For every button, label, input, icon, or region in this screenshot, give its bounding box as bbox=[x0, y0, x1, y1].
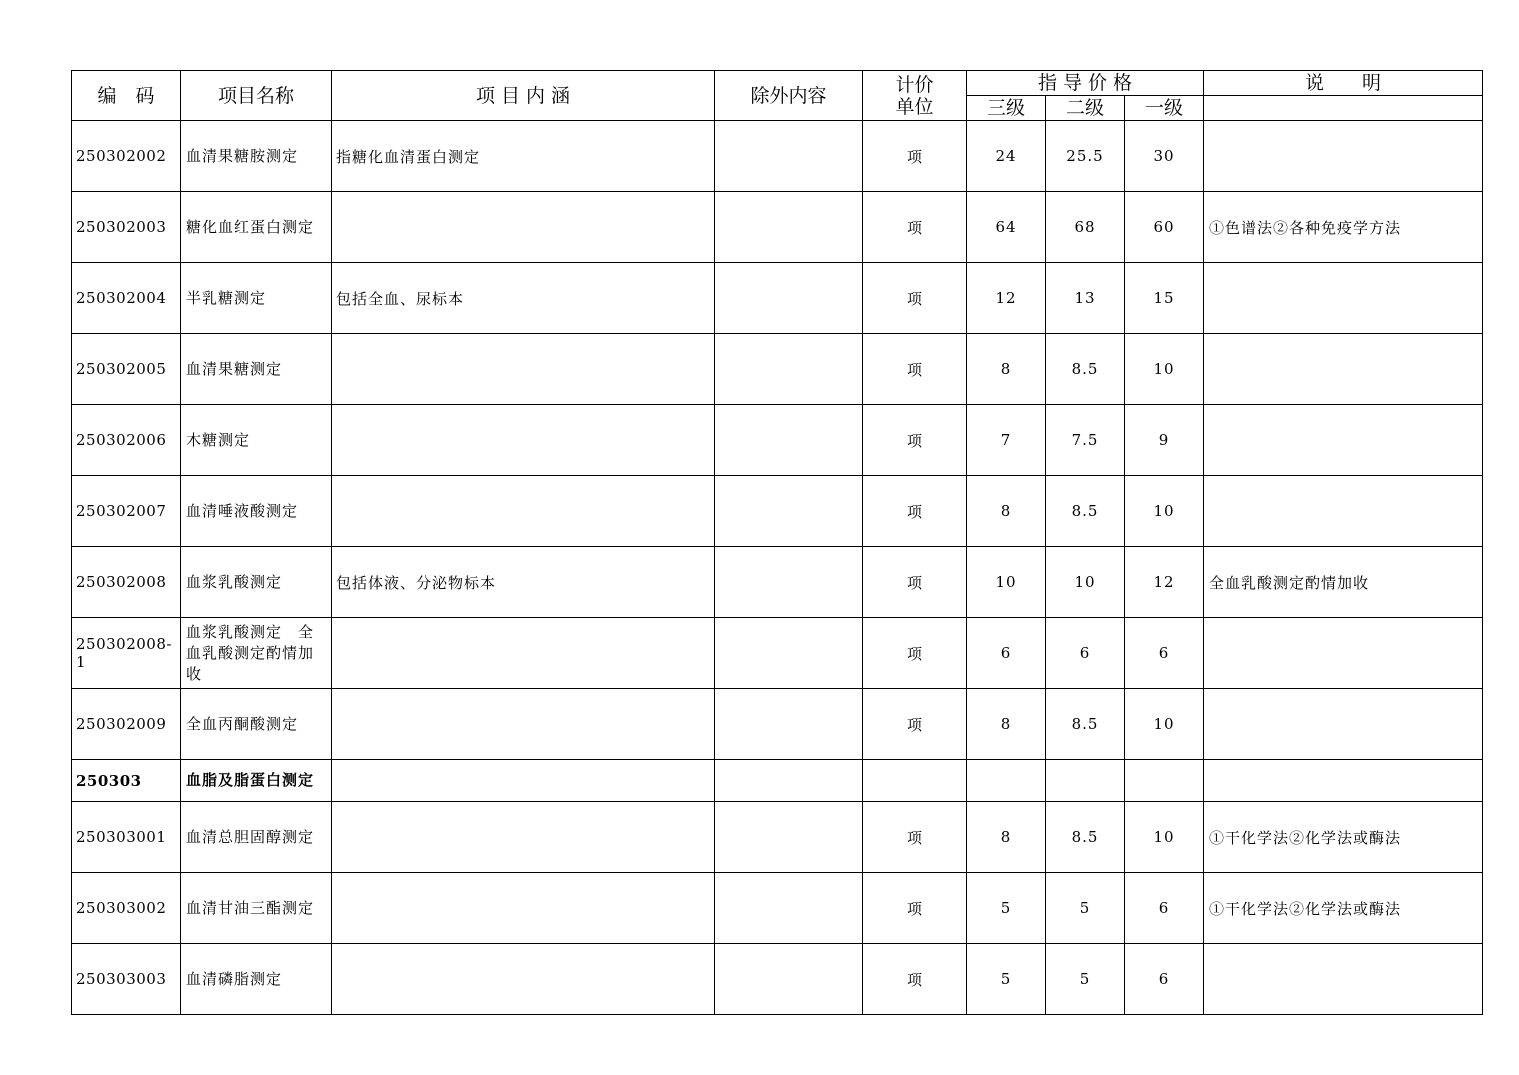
cell-unit: 项 bbox=[863, 944, 967, 1015]
cell-excluded bbox=[715, 263, 863, 334]
cell-code: 250302004 bbox=[72, 263, 181, 334]
cell-content bbox=[332, 334, 715, 405]
header-code: 编 码 bbox=[72, 71, 181, 121]
cell-price-level2: 68 bbox=[1046, 192, 1125, 263]
cell-code: 250303003 bbox=[72, 944, 181, 1015]
cell-excluded bbox=[715, 873, 863, 944]
cell-content: 包括全血、尿标本 bbox=[332, 263, 715, 334]
cell-content bbox=[332, 689, 715, 760]
cell-price-level3: 64 bbox=[967, 192, 1046, 263]
cell-name: 糖化血红蛋白测定 bbox=[181, 192, 332, 263]
cell-price-level3: 24 bbox=[967, 121, 1046, 192]
cell-price-level1: 10 bbox=[1125, 689, 1204, 760]
cell-unit: 项 bbox=[863, 802, 967, 873]
cell-note bbox=[1204, 405, 1483, 476]
cell-excluded bbox=[715, 689, 863, 760]
cell-content bbox=[332, 192, 715, 263]
cell-note bbox=[1204, 121, 1483, 192]
cell-note bbox=[1204, 263, 1483, 334]
cell-name: 血清唾液酸测定 bbox=[181, 476, 332, 547]
cell-price-level2: 8.5 bbox=[1046, 476, 1125, 547]
cell-unit: 项 bbox=[863, 121, 967, 192]
cell-code: 250302002 bbox=[72, 121, 181, 192]
price-table bbox=[71, 70, 1483, 1015]
table-row bbox=[72, 547, 1483, 618]
table-row bbox=[72, 618, 1483, 689]
cell-note: ①干化学法②化学法或酶法 bbox=[1204, 802, 1483, 873]
cell-code: 250302009 bbox=[72, 689, 181, 760]
cell-price-level2: 13 bbox=[1046, 263, 1125, 334]
cell-code: 250302008-1 bbox=[72, 618, 181, 689]
cell-price-level2: 5 bbox=[1046, 873, 1125, 944]
cell-unit: 项 bbox=[863, 547, 967, 618]
cell-content: 指糖化血清蛋白测定 bbox=[332, 121, 715, 192]
table-row bbox=[72, 802, 1483, 873]
cell-name: 血清甘油三酯测定 bbox=[181, 873, 332, 944]
table-row bbox=[72, 405, 1483, 476]
cell-name: 血浆乳酸测定 全血乳酸测定酌情加收 bbox=[181, 618, 332, 689]
cell-code: 250302005 bbox=[72, 334, 181, 405]
cell-name: 全血丙酮酸测定 bbox=[181, 689, 332, 760]
cell-excluded bbox=[715, 334, 863, 405]
cell-name: 木糖测定 bbox=[181, 405, 332, 476]
cell-name: 血清果糖测定 bbox=[181, 334, 332, 405]
table-row bbox=[72, 944, 1483, 1015]
table-row bbox=[72, 873, 1483, 944]
cell-unit: 项 bbox=[863, 263, 967, 334]
cell-price-level1: 60 bbox=[1125, 192, 1204, 263]
cell-note: 全血乳酸测定酌情加收 bbox=[1204, 547, 1483, 618]
cell-price-level3: 5 bbox=[967, 873, 1046, 944]
header-level1: 一级 bbox=[1125, 96, 1204, 121]
cell-price-level3 bbox=[967, 760, 1046, 802]
cell-excluded bbox=[715, 192, 863, 263]
cell-price-level2: 25.5 bbox=[1046, 121, 1125, 192]
cell-price-level2: 8.5 bbox=[1046, 689, 1125, 760]
table-row bbox=[72, 334, 1483, 405]
cell-excluded bbox=[715, 944, 863, 1015]
cell-note bbox=[1204, 334, 1483, 405]
cell-excluded bbox=[715, 618, 863, 689]
cell-content bbox=[332, 873, 715, 944]
cell-note bbox=[1204, 689, 1483, 760]
cell-price-level1 bbox=[1125, 760, 1204, 802]
cell-excluded bbox=[715, 405, 863, 476]
cell-price-level2: 8.5 bbox=[1046, 802, 1125, 873]
cell-name: 血脂及脂蛋白测定 bbox=[181, 760, 332, 802]
cell-content: 包括体液、分泌物标本 bbox=[332, 547, 715, 618]
cell-price-level3: 8 bbox=[967, 476, 1046, 547]
cell-price-level1: 12 bbox=[1125, 547, 1204, 618]
cell-content bbox=[332, 405, 715, 476]
cell-content bbox=[332, 760, 715, 802]
cell-price-level1: 10 bbox=[1125, 334, 1204, 405]
cell-unit: 项 bbox=[863, 618, 967, 689]
cell-note bbox=[1204, 476, 1483, 547]
cell-content bbox=[332, 944, 715, 1015]
cell-price-level3: 5 bbox=[967, 944, 1046, 1015]
cell-price-level3: 8 bbox=[967, 802, 1046, 873]
header-content: 项 目 内 涵 bbox=[332, 71, 715, 121]
cell-price-level1: 15 bbox=[1125, 263, 1204, 334]
cell-price-level3: 10 bbox=[967, 547, 1046, 618]
cell-note bbox=[1204, 760, 1483, 802]
cell-excluded bbox=[715, 547, 863, 618]
cell-price-level1: 6 bbox=[1125, 618, 1204, 689]
cell-excluded bbox=[715, 121, 863, 192]
cell-note bbox=[1204, 944, 1483, 1015]
cell-code: 250302007 bbox=[72, 476, 181, 547]
header-note: 说 明 bbox=[1204, 71, 1483, 96]
table-row bbox=[72, 476, 1483, 547]
table-header bbox=[72, 71, 1483, 121]
cell-code: 250302008 bbox=[72, 547, 181, 618]
header-level3: 三级 bbox=[967, 96, 1046, 121]
header-name: 项目名称 bbox=[181, 71, 332, 121]
cell-code: 250302006 bbox=[72, 405, 181, 476]
cell-price-level1: 6 bbox=[1125, 873, 1204, 944]
cell-code: 250303 bbox=[72, 760, 181, 802]
header-excluded: 除外内容 bbox=[715, 71, 863, 121]
cell-price-level3: 6 bbox=[967, 618, 1046, 689]
cell-excluded bbox=[715, 802, 863, 873]
cell-price-level2: 8.5 bbox=[1046, 334, 1125, 405]
cell-price-level3: 7 bbox=[967, 405, 1046, 476]
table-body bbox=[72, 121, 1483, 1015]
cell-price-level1: 6 bbox=[1125, 944, 1204, 1015]
cell-unit: 项 bbox=[863, 334, 967, 405]
cell-name: 半乳糖测定 bbox=[181, 263, 332, 334]
cell-price-level2: 5 bbox=[1046, 944, 1125, 1015]
cell-price-level3: 12 bbox=[967, 263, 1046, 334]
cell-name: 血清磷脂测定 bbox=[181, 944, 332, 1015]
cell-note bbox=[1204, 618, 1483, 689]
header-level2: 二级 bbox=[1046, 96, 1125, 121]
cell-price-level2: 7.5 bbox=[1046, 405, 1125, 476]
cell-code: 250303001 bbox=[72, 802, 181, 873]
table-row bbox=[72, 192, 1483, 263]
cell-note: ①色谱法②各种免疫学方法 bbox=[1204, 192, 1483, 263]
table-row bbox=[72, 689, 1483, 760]
cell-price-level2 bbox=[1046, 760, 1125, 802]
cell-unit: 项 bbox=[863, 192, 967, 263]
cell-unit bbox=[863, 760, 967, 802]
header-price-group: 指 导 价 格 bbox=[967, 71, 1204, 96]
cell-unit: 项 bbox=[863, 873, 967, 944]
cell-name: 血清果糖胺测定 bbox=[181, 121, 332, 192]
cell-code: 250303002 bbox=[72, 873, 181, 944]
cell-price-level3: 8 bbox=[967, 334, 1046, 405]
table-row bbox=[72, 121, 1483, 192]
cell-name: 血浆乳酸测定 bbox=[181, 547, 332, 618]
cell-price-level1: 9 bbox=[1125, 405, 1204, 476]
header-unit: 计价 单位 bbox=[863, 71, 967, 121]
cell-unit: 项 bbox=[863, 405, 967, 476]
cell-content bbox=[332, 618, 715, 689]
cell-price-level2: 10 bbox=[1046, 547, 1125, 618]
table-row bbox=[72, 263, 1483, 334]
cell-content bbox=[332, 476, 715, 547]
cell-price-level1: 10 bbox=[1125, 802, 1204, 873]
section-row bbox=[72, 760, 1483, 802]
cell-unit: 项 bbox=[863, 689, 967, 760]
cell-excluded bbox=[715, 476, 863, 547]
cell-name: 血清总胆固醇测定 bbox=[181, 802, 332, 873]
cell-price-level2: 6 bbox=[1046, 618, 1125, 689]
cell-note: ①干化学法②化学法或酶法 bbox=[1204, 873, 1483, 944]
cell-price-level3: 8 bbox=[967, 689, 1046, 760]
header-note-blank bbox=[1204, 96, 1483, 121]
cell-excluded bbox=[715, 760, 863, 802]
cell-unit: 项 bbox=[863, 476, 967, 547]
cell-price-level1: 10 bbox=[1125, 476, 1204, 547]
cell-price-level1: 30 bbox=[1125, 121, 1204, 192]
cell-code: 250302003 bbox=[72, 192, 181, 263]
cell-content bbox=[332, 802, 715, 873]
